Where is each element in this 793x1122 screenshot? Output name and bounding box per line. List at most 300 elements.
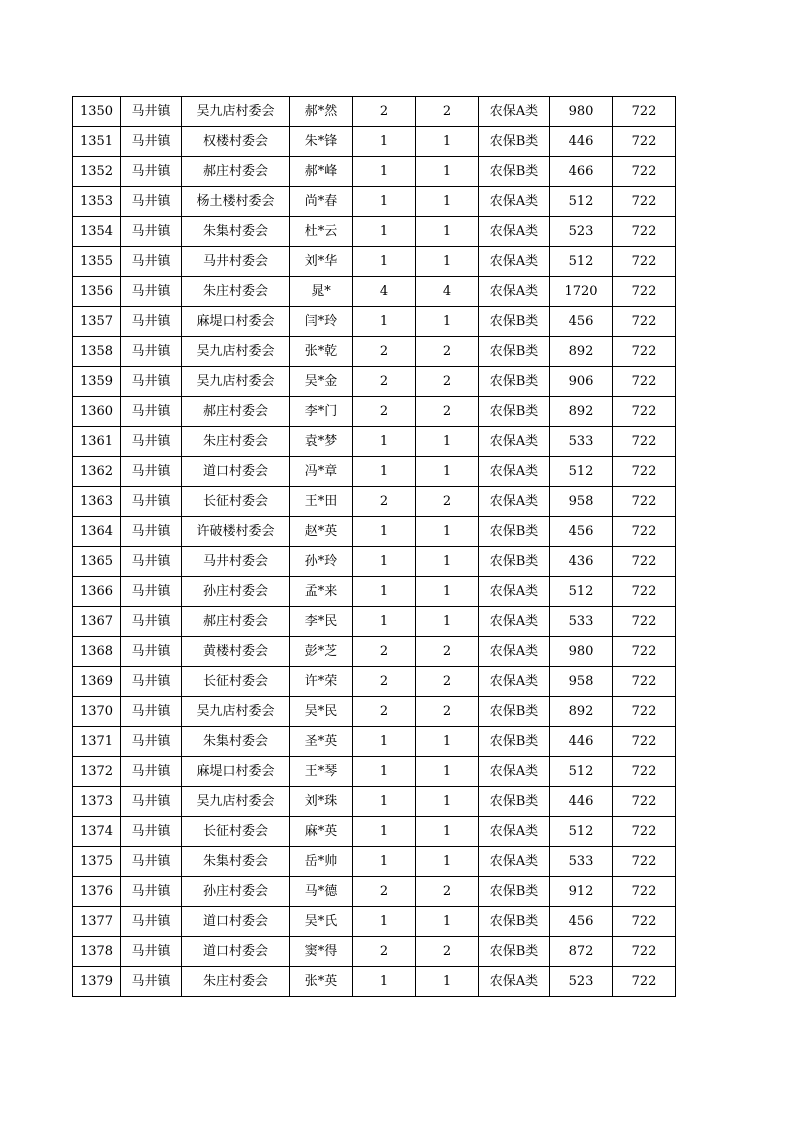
cell-insurance-type: 农保A类 <box>479 487 550 517</box>
cell-count-1: 1 <box>353 727 416 757</box>
cell-amount: 446 <box>550 727 613 757</box>
cell-person-name: 岳*帅 <box>290 847 353 877</box>
cell-serial-number: 1366 <box>73 577 121 607</box>
table-row <box>73 757 676 787</box>
cell-town: 马井镇 <box>121 607 182 637</box>
cell-town: 马井镇 <box>121 277 182 307</box>
cell-code: 722 <box>613 547 676 577</box>
cell-person-name: 窦*得 <box>290 937 353 967</box>
cell-count-1: 4 <box>353 277 416 307</box>
cell-serial-number: 1352 <box>73 157 121 187</box>
cell-amount: 512 <box>550 817 613 847</box>
cell-person-name: 刘*华 <box>290 247 353 277</box>
cell-serial-number: 1376 <box>73 877 121 907</box>
cell-serial-number: 1353 <box>73 187 121 217</box>
cell-count-2: 1 <box>416 457 479 487</box>
cell-count-2: 1 <box>416 577 479 607</box>
cell-town: 马井镇 <box>121 247 182 277</box>
data-table <box>72 96 676 997</box>
table-row <box>73 907 676 937</box>
cell-count-2: 2 <box>416 367 479 397</box>
cell-village-committee: 道口村委会 <box>182 937 290 967</box>
cell-village-committee: 朱庄村委会 <box>182 427 290 457</box>
cell-village-committee: 郝庄村委会 <box>182 397 290 427</box>
cell-count-1: 1 <box>353 157 416 187</box>
cell-town: 马井镇 <box>121 817 182 847</box>
cell-count-1: 2 <box>353 487 416 517</box>
cell-town: 马井镇 <box>121 847 182 877</box>
cell-person-name: 吴*民 <box>290 697 353 727</box>
table-row <box>73 367 676 397</box>
cell-person-name: 赵*英 <box>290 517 353 547</box>
cell-count-1: 2 <box>353 337 416 367</box>
cell-amount: 512 <box>550 457 613 487</box>
cell-amount: 446 <box>550 127 613 157</box>
table-row <box>73 877 676 907</box>
cell-person-name: 孟*来 <box>290 577 353 607</box>
cell-village-committee: 麻堤口村委会 <box>182 307 290 337</box>
cell-serial-number: 1355 <box>73 247 121 277</box>
table-row <box>73 157 676 187</box>
cell-code: 722 <box>613 667 676 697</box>
cell-count-1: 1 <box>353 577 416 607</box>
cell-count-2: 1 <box>416 967 479 997</box>
cell-count-1: 1 <box>353 187 416 217</box>
cell-insurance-type: 农保A类 <box>479 607 550 637</box>
table-row <box>73 937 676 967</box>
cell-serial-number: 1378 <box>73 937 121 967</box>
table-row <box>73 337 676 367</box>
cell-amount: 912 <box>550 877 613 907</box>
cell-code: 722 <box>613 247 676 277</box>
cell-count-1: 2 <box>353 877 416 907</box>
cell-count-2: 2 <box>416 877 479 907</box>
cell-code: 722 <box>613 457 676 487</box>
cell-serial-number: 1359 <box>73 367 121 397</box>
cell-insurance-type: 农保B类 <box>479 337 550 367</box>
cell-code: 722 <box>613 157 676 187</box>
cell-insurance-type: 农保A类 <box>479 97 550 127</box>
cell-town: 马井镇 <box>121 637 182 667</box>
cell-insurance-type: 农保B类 <box>479 517 550 547</box>
cell-serial-number: 1354 <box>73 217 121 247</box>
cell-code: 722 <box>613 427 676 457</box>
cell-count-1: 1 <box>353 967 416 997</box>
table-row <box>73 97 676 127</box>
table-row <box>73 727 676 757</box>
cell-amount: 892 <box>550 697 613 727</box>
cell-count-1: 1 <box>353 217 416 247</box>
cell-town: 马井镇 <box>121 787 182 817</box>
cell-person-name: 尚*春 <box>290 187 353 217</box>
cell-serial-number: 1371 <box>73 727 121 757</box>
table-row <box>73 547 676 577</box>
cell-person-name: 闫*玲 <box>290 307 353 337</box>
cell-person-name: 吴*氏 <box>290 907 353 937</box>
cell-count-2: 1 <box>416 127 479 157</box>
cell-town: 马井镇 <box>121 97 182 127</box>
table-row <box>73 787 676 817</box>
cell-amount: 436 <box>550 547 613 577</box>
cell-insurance-type: 农保A类 <box>479 247 550 277</box>
cell-count-1: 1 <box>353 517 416 547</box>
cell-village-committee: 长征村委会 <box>182 667 290 697</box>
cell-amount: 872 <box>550 937 613 967</box>
cell-town: 马井镇 <box>121 907 182 937</box>
cell-count-2: 2 <box>416 97 479 127</box>
cell-serial-number: 1367 <box>73 607 121 637</box>
cell-code: 722 <box>613 757 676 787</box>
cell-amount: 466 <box>550 157 613 187</box>
cell-village-committee: 黄楼村委会 <box>182 637 290 667</box>
cell-amount: 533 <box>550 607 613 637</box>
cell-serial-number: 1357 <box>73 307 121 337</box>
cell-village-committee: 朱庄村委会 <box>182 277 290 307</box>
cell-insurance-type: 农保A类 <box>479 667 550 697</box>
cell-count-1: 2 <box>353 937 416 967</box>
cell-code: 722 <box>613 217 676 247</box>
table-body <box>73 97 676 997</box>
cell-serial-number: 1377 <box>73 907 121 937</box>
cell-village-committee: 杨土楼村委会 <box>182 187 290 217</box>
cell-town: 马井镇 <box>121 337 182 367</box>
cell-count-2: 2 <box>416 937 479 967</box>
table-row <box>73 577 676 607</box>
cell-person-name: 朱*锋 <box>290 127 353 157</box>
cell-town: 马井镇 <box>121 517 182 547</box>
cell-count-2: 1 <box>416 847 479 877</box>
cell-count-2: 1 <box>416 247 479 277</box>
cell-count-1: 2 <box>353 367 416 397</box>
cell-person-name: 圣*英 <box>290 727 353 757</box>
cell-person-name: 李*民 <box>290 607 353 637</box>
cell-person-name: 彭*芝 <box>290 637 353 667</box>
cell-serial-number: 1358 <box>73 337 121 367</box>
cell-insurance-type: 农保A类 <box>479 577 550 607</box>
cell-serial-number: 1369 <box>73 667 121 697</box>
cell-village-committee: 麻堤口村委会 <box>182 757 290 787</box>
cell-serial-number: 1360 <box>73 397 121 427</box>
table-row <box>73 217 676 247</box>
cell-town: 马井镇 <box>121 217 182 247</box>
cell-village-committee: 马井村委会 <box>182 247 290 277</box>
cell-count-1: 1 <box>353 307 416 337</box>
cell-town: 马井镇 <box>121 427 182 457</box>
cell-code: 722 <box>613 487 676 517</box>
cell-serial-number: 1356 <box>73 277 121 307</box>
cell-insurance-type: 农保A类 <box>479 217 550 247</box>
cell-amount: 512 <box>550 247 613 277</box>
cell-serial-number: 1363 <box>73 487 121 517</box>
cell-amount: 958 <box>550 487 613 517</box>
cell-amount: 512 <box>550 577 613 607</box>
cell-insurance-type: 农保A类 <box>479 817 550 847</box>
cell-town: 马井镇 <box>121 457 182 487</box>
cell-code: 722 <box>613 337 676 367</box>
cell-code: 722 <box>613 187 676 217</box>
cell-village-committee: 长征村委会 <box>182 487 290 517</box>
table-row <box>73 487 676 517</box>
cell-town: 马井镇 <box>121 157 182 187</box>
cell-person-name: 王*田 <box>290 487 353 517</box>
cell-count-2: 1 <box>416 157 479 187</box>
cell-amount: 892 <box>550 397 613 427</box>
cell-village-committee: 孙庄村委会 <box>182 877 290 907</box>
cell-insurance-type: 农保A类 <box>479 847 550 877</box>
cell-person-name: 张*英 <box>290 967 353 997</box>
cell-count-1: 1 <box>353 127 416 157</box>
cell-village-committee: 郝庄村委会 <box>182 607 290 637</box>
cell-town: 马井镇 <box>121 937 182 967</box>
cell-insurance-type: 农保B类 <box>479 697 550 727</box>
cell-code: 722 <box>613 787 676 817</box>
cell-insurance-type: 农保B类 <box>479 157 550 187</box>
cell-count-1: 1 <box>353 757 416 787</box>
cell-insurance-type: 农保B类 <box>479 937 550 967</box>
table-row <box>73 967 676 997</box>
cell-code: 722 <box>613 937 676 967</box>
cell-village-committee: 权楼村委会 <box>182 127 290 157</box>
cell-amount: 446 <box>550 787 613 817</box>
cell-count-1: 2 <box>353 397 416 427</box>
cell-insurance-type: 农保A类 <box>479 187 550 217</box>
cell-serial-number: 1373 <box>73 787 121 817</box>
table-row <box>73 847 676 877</box>
cell-count-2: 1 <box>416 217 479 247</box>
cell-serial-number: 1365 <box>73 547 121 577</box>
cell-count-2: 1 <box>416 727 479 757</box>
cell-insurance-type: 农保B类 <box>479 877 550 907</box>
cell-village-committee: 吴九店村委会 <box>182 697 290 727</box>
cell-insurance-type: 农保A类 <box>479 277 550 307</box>
cell-town: 马井镇 <box>121 547 182 577</box>
table-row <box>73 667 676 697</box>
cell-amount: 533 <box>550 427 613 457</box>
cell-person-name: 马*德 <box>290 877 353 907</box>
cell-amount: 892 <box>550 337 613 367</box>
cell-count-2: 1 <box>416 187 479 217</box>
cell-town: 马井镇 <box>121 307 182 337</box>
cell-count-1: 1 <box>353 787 416 817</box>
cell-village-committee: 郝庄村委会 <box>182 157 290 187</box>
table-row <box>73 637 676 667</box>
cell-amount: 958 <box>550 667 613 697</box>
cell-count-2: 2 <box>416 697 479 727</box>
cell-code: 722 <box>613 727 676 757</box>
cell-amount: 906 <box>550 367 613 397</box>
cell-count-2: 2 <box>416 397 479 427</box>
cell-town: 马井镇 <box>121 187 182 217</box>
cell-insurance-type: 农保B类 <box>479 307 550 337</box>
cell-insurance-type: 农保A类 <box>479 457 550 487</box>
cell-insurance-type: 农保B类 <box>479 127 550 157</box>
cell-amount: 512 <box>550 757 613 787</box>
cell-count-2: 1 <box>416 907 479 937</box>
cell-insurance-type: 农保B类 <box>479 547 550 577</box>
cell-serial-number: 1351 <box>73 127 121 157</box>
cell-count-2: 1 <box>416 547 479 577</box>
cell-amount: 456 <box>550 307 613 337</box>
cell-town: 马井镇 <box>121 697 182 727</box>
cell-count-2: 2 <box>416 337 479 367</box>
cell-count-2: 1 <box>416 757 479 787</box>
cell-person-name: 吴*金 <box>290 367 353 397</box>
table-row <box>73 697 676 727</box>
cell-person-name: 李*门 <box>290 397 353 427</box>
cell-code: 722 <box>613 517 676 547</box>
cell-amount: 533 <box>550 847 613 877</box>
table-row <box>73 817 676 847</box>
cell-code: 722 <box>613 277 676 307</box>
cell-person-name: 刘*珠 <box>290 787 353 817</box>
cell-person-name: 袁*梦 <box>290 427 353 457</box>
cell-amount: 980 <box>550 97 613 127</box>
cell-count-2: 2 <box>416 637 479 667</box>
cell-code: 722 <box>613 817 676 847</box>
cell-code: 722 <box>613 367 676 397</box>
table-row <box>73 307 676 337</box>
cell-town: 马井镇 <box>121 967 182 997</box>
cell-count-1: 1 <box>353 457 416 487</box>
cell-person-name: 许*荣 <box>290 667 353 697</box>
cell-count-2: 2 <box>416 487 479 517</box>
cell-serial-number: 1368 <box>73 637 121 667</box>
cell-insurance-type: 农保B类 <box>479 787 550 817</box>
cell-village-committee: 朱庄村委会 <box>182 967 290 997</box>
cell-count-2: 4 <box>416 277 479 307</box>
cell-amount: 523 <box>550 217 613 247</box>
cell-code: 722 <box>613 577 676 607</box>
cell-person-name: 冯*章 <box>290 457 353 487</box>
cell-count-2: 1 <box>416 307 479 337</box>
cell-count-1: 2 <box>353 637 416 667</box>
cell-village-committee: 许破楼村委会 <box>182 517 290 547</box>
cell-village-committee: 朱集村委会 <box>182 217 290 247</box>
cell-village-committee: 吴九店村委会 <box>182 367 290 397</box>
cell-town: 马井镇 <box>121 667 182 697</box>
table-row <box>73 277 676 307</box>
table-row <box>73 397 676 427</box>
cell-town: 马井镇 <box>121 367 182 397</box>
cell-count-2: 1 <box>416 607 479 637</box>
cell-insurance-type: 农保A类 <box>479 637 550 667</box>
cell-person-name: 张*乾 <box>290 337 353 367</box>
cell-count-1: 2 <box>353 667 416 697</box>
cell-village-committee: 朱集村委会 <box>182 727 290 757</box>
cell-town: 马井镇 <box>121 727 182 757</box>
cell-insurance-type: 农保B类 <box>479 907 550 937</box>
cell-code: 722 <box>613 967 676 997</box>
cell-code: 722 <box>613 127 676 157</box>
cell-person-name: 麻*英 <box>290 817 353 847</box>
table-row <box>73 457 676 487</box>
cell-code: 722 <box>613 307 676 337</box>
cell-serial-number: 1364 <box>73 517 121 547</box>
cell-serial-number: 1362 <box>73 457 121 487</box>
table-row <box>73 187 676 217</box>
cell-village-committee: 吴九店村委会 <box>182 337 290 367</box>
table-row <box>73 127 676 157</box>
cell-person-name: 孙*玲 <box>290 547 353 577</box>
cell-village-committee: 孙庄村委会 <box>182 577 290 607</box>
cell-amount: 512 <box>550 187 613 217</box>
cell-amount: 456 <box>550 517 613 547</box>
cell-amount: 1720 <box>550 277 613 307</box>
cell-count-1: 1 <box>353 547 416 577</box>
cell-serial-number: 1375 <box>73 847 121 877</box>
cell-serial-number: 1370 <box>73 697 121 727</box>
cell-amount: 523 <box>550 967 613 997</box>
cell-code: 722 <box>613 697 676 727</box>
cell-insurance-type: 农保A类 <box>479 967 550 997</box>
cell-serial-number: 1372 <box>73 757 121 787</box>
cell-town: 马井镇 <box>121 127 182 157</box>
cell-serial-number: 1361 <box>73 427 121 457</box>
cell-code: 722 <box>613 847 676 877</box>
cell-code: 722 <box>613 637 676 667</box>
cell-person-name: 晁* <box>290 277 353 307</box>
cell-insurance-type: 农保A类 <box>479 427 550 457</box>
table-row <box>73 607 676 637</box>
cell-count-1: 2 <box>353 97 416 127</box>
cell-code: 722 <box>613 397 676 427</box>
cell-count-1: 1 <box>353 847 416 877</box>
cell-count-1: 2 <box>353 697 416 727</box>
cell-person-name: 杜*云 <box>290 217 353 247</box>
cell-town: 马井镇 <box>121 757 182 787</box>
cell-count-1: 1 <box>353 607 416 637</box>
cell-village-committee: 道口村委会 <box>182 907 290 937</box>
cell-count-1: 1 <box>353 247 416 277</box>
table-row <box>73 247 676 277</box>
cell-insurance-type: 农保B类 <box>479 397 550 427</box>
table-row <box>73 517 676 547</box>
cell-village-committee: 吴九店村委会 <box>182 97 290 127</box>
cell-count-1: 1 <box>353 427 416 457</box>
cell-village-committee: 吴九店村委会 <box>182 787 290 817</box>
cell-serial-number: 1379 <box>73 967 121 997</box>
cell-code: 722 <box>613 877 676 907</box>
cell-count-1: 1 <box>353 817 416 847</box>
cell-town: 马井镇 <box>121 877 182 907</box>
cell-village-committee: 长征村委会 <box>182 817 290 847</box>
cell-code: 722 <box>613 607 676 637</box>
table-row <box>73 427 676 457</box>
cell-serial-number: 1350 <box>73 97 121 127</box>
cell-code: 722 <box>613 907 676 937</box>
cell-serial-number: 1374 <box>73 817 121 847</box>
cell-insurance-type: 农保B类 <box>479 727 550 757</box>
cell-amount: 456 <box>550 907 613 937</box>
cell-count-2: 1 <box>416 817 479 847</box>
cell-town: 马井镇 <box>121 577 182 607</box>
cell-person-name: 郝*峰 <box>290 157 353 187</box>
cell-village-committee: 朱集村委会 <box>182 847 290 877</box>
cell-count-2: 2 <box>416 667 479 697</box>
cell-count-2: 1 <box>416 787 479 817</box>
cell-village-committee: 道口村委会 <box>182 457 290 487</box>
cell-person-name: 王*琴 <box>290 757 353 787</box>
cell-town: 马井镇 <box>121 487 182 517</box>
cell-code: 722 <box>613 97 676 127</box>
cell-amount: 980 <box>550 637 613 667</box>
cell-count-2: 1 <box>416 517 479 547</box>
cell-count-1: 1 <box>353 907 416 937</box>
cell-insurance-type: 农保B类 <box>479 367 550 397</box>
cell-insurance-type: 农保A类 <box>479 757 550 787</box>
cell-count-2: 1 <box>416 427 479 457</box>
cell-town: 马井镇 <box>121 397 182 427</box>
